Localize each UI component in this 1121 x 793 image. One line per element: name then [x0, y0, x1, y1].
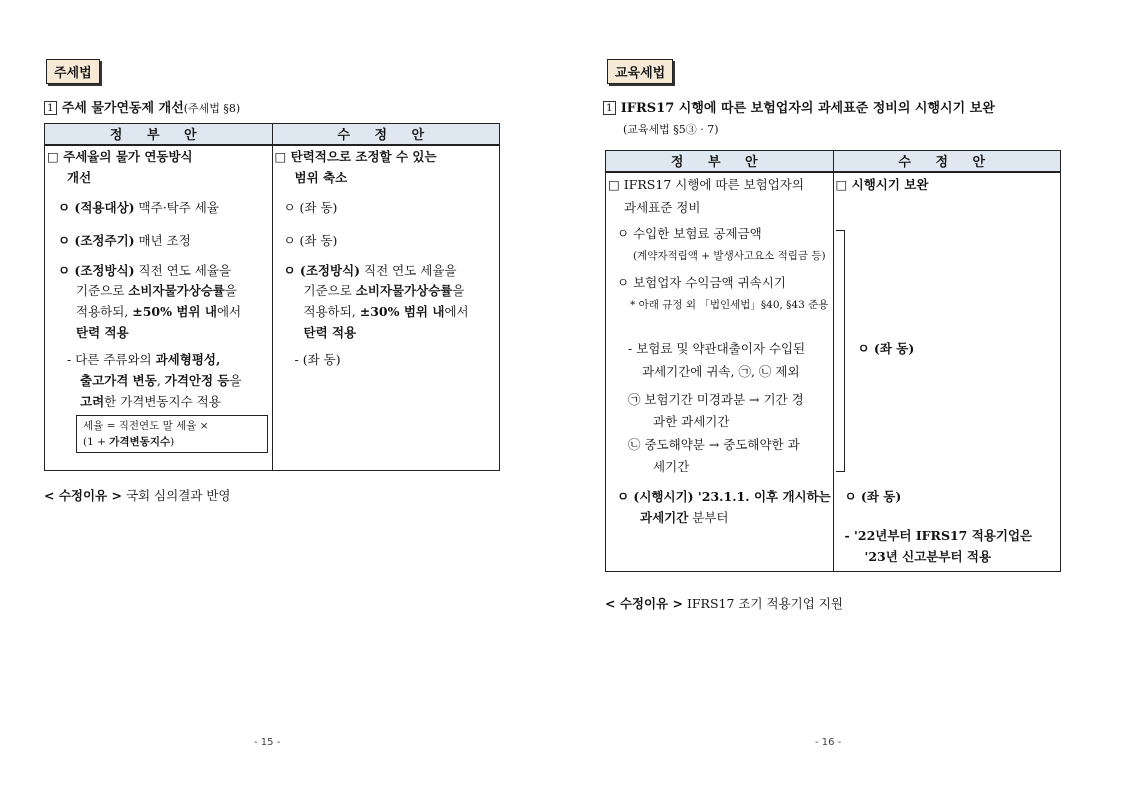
gov-method-line3: 적용하되, ±50% 범위 내에서	[76, 304, 242, 319]
amend-cell	[272, 145, 500, 471]
comparison-table	[44, 123, 500, 471]
formula-line1: 세율 = 직전연도 말 세율 ×	[83, 420, 209, 432]
law-tag: 주세법	[46, 59, 100, 84]
heading-ref: (교육세법 §5③ · 7)	[623, 123, 719, 136]
col-header-amend: 수 정 안	[272, 124, 500, 146]
gov-title-cont: 개선	[67, 170, 92, 185]
gov-sub-b-line2: 세기간	[653, 459, 690, 474]
gov-other: - 다른 주류와의 과세형평성,	[67, 352, 221, 367]
formula-box	[76, 415, 268, 453]
gov-sub-a-line2: 과한 과세기간	[653, 414, 730, 429]
heading-title: IFRS17 시행에 따른 보험업자의 과세표준 정비의 시행시기 보완	[620, 101, 995, 116]
gov-item-1-note: (계약자적립액 + 발생사고요소 적립금 등)	[633, 250, 826, 262]
amend-same-2: ㅇ (좌 동)	[283, 233, 338, 248]
col-header-gov: 정 부 안	[606, 151, 834, 173]
heading-number: 1	[603, 101, 616, 115]
gov-item-1: ㅇ 수입한 보험료 공제금액	[617, 226, 762, 241]
gov-sub-line2: 과세기간에 귀속, ㉠, ㉡ 제외	[642, 364, 800, 379]
amend-same-1: ㅇ (좌 동)	[857, 341, 915, 356]
gov-item-2-note: * 아래 규정 외 「법인세법」§40, §43 준용	[630, 299, 829, 311]
amend-cell	[833, 172, 1061, 572]
gov-cell	[606, 172, 834, 572]
gov-title: □ 주세율의 물가 연동방식	[47, 149, 193, 164]
gov-method: ㅇ (조정방식) 직전 연도 세율을	[58, 263, 232, 278]
formula-line2: (1 + 가격변동지수)	[83, 436, 175, 448]
gov-target: ㅇ (적용대상) 맥주·탁주 세율	[58, 200, 219, 215]
comparison-table	[605, 150, 1061, 572]
heading-title: 주세 물가연동제 개선	[61, 101, 184, 116]
gov-other-line3: 고려한 가격변동지수 적용	[80, 394, 221, 409]
page-number: - 16 -	[815, 737, 842, 748]
reason-label: < 수정이유 >	[605, 596, 683, 611]
amend-title-cont: 범위 축소	[294, 170, 348, 185]
gov-sub: - 보험료 및 약관대출이자 수입된	[628, 341, 806, 356]
gov-timing: ㅇ (시행시기) '23.1.1. 이후 개시하는	[617, 489, 831, 504]
law-tag: 교육세법	[607, 59, 673, 84]
amend-method-line4: 탄력 적용	[303, 325, 357, 340]
amend-same-3: - (좌 동)	[294, 352, 341, 367]
amend-same-1: ㅇ (좌 동)	[283, 200, 338, 215]
amend-title: □ 시행시기 보완	[835, 177, 929, 192]
reason-label: < 수정이유 >	[44, 488, 122, 503]
gov-method-line2: 기준으로 소비자물가상승률을	[76, 283, 237, 298]
col-header-gov: 정 부 안	[45, 124, 273, 146]
amend-method-line3: 적용하되, ±30% 범위 내에서	[303, 304, 469, 319]
amend-reason	[605, 596, 843, 612]
gov-other-line2: 출고가격 변동, 가격안정 등을	[80, 373, 242, 388]
gov-title: □ IFRS17 시행에 따른 보험업자의	[608, 177, 804, 192]
section-heading	[44, 101, 240, 117]
amend-note-line2: '23년 신고분부터 적용	[864, 549, 992, 564]
reason-text: IFRS17 조기 적용기업 지원	[686, 596, 843, 611]
amend-method: ㅇ (조정방식) 직전 연도 세율을	[283, 263, 457, 278]
heading-number: 1	[44, 101, 57, 115]
reason-text: 국회 심의결과 반영	[125, 488, 231, 503]
page-16	[561, 0, 1121, 793]
amend-same-2: ㅇ (좌 동)	[844, 489, 902, 504]
amend-title: □ 탄력적으로 조정할 수 있는	[274, 149, 437, 164]
col-header-amend: 수 정 안	[833, 151, 1061, 173]
amend-method-line2: 기준으로 소비자물가상승률을	[303, 283, 465, 298]
gov-method-line4: 탄력 적용	[76, 325, 129, 340]
page-15	[0, 0, 560, 793]
heading-ref: (주세법 §8)	[183, 102, 241, 115]
gov-timing-line2: 과세기간 분부터	[640, 510, 729, 525]
gov-item-2: ㅇ 보험업자 수익금액 귀속시기	[617, 275, 786, 290]
grouping-bracket	[836, 230, 845, 472]
gov-sub-b: ㉡ 중도해약분 → 중도해약한 과	[628, 437, 800, 452]
page-number: - 15 -	[254, 737, 281, 748]
gov-cell	[45, 145, 273, 471]
gov-cycle: ㅇ (조정주기) 매년 조정	[58, 233, 191, 248]
gov-sub-a: ㉠ 보험기간 미경과분 → 기간 경	[628, 392, 804, 407]
gov-title-cont: 과세표준 정비	[624, 200, 701, 215]
amend-reason	[44, 488, 231, 504]
section-heading	[603, 101, 995, 117]
amend-note: - '22년부터 IFRS17 적용기업은	[844, 528, 1033, 543]
